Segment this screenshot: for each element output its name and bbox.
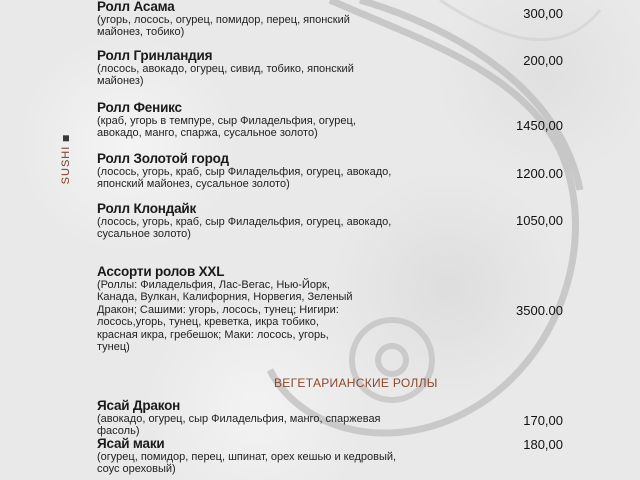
menu-item [97,266,357,354]
item-name: Ясай Дракон [97,398,181,413]
menu-item [97,153,397,191]
menu-item [97,50,397,88]
item-price: 1050,00 [516,213,563,228]
item-price: 170,00 [523,413,563,428]
item-price: 1450,00 [516,118,563,133]
item-price: 180,00 [523,437,563,452]
item-description: (угорь, лосось, огурец, помидор, перец, японский майонез, тобико) [97,13,350,38]
item-price: 3500.00 [516,303,563,318]
section-title-vegetarian: ВЕГЕТАРИАНСКИЕ РОЛЛЫ [274,376,438,390]
item-description: (авокадо, огурец, сыр Филадельфия, манго, спаржевая фасоль) [97,412,381,437]
item-description: (лосось, угорь, краб, сыр Филадельфия, огурец, авокадо, сусальное золото) [97,215,392,240]
item-price: 300,00 [523,6,563,21]
section-side-label [60,136,72,185]
item-description: (огурец, помидор, перец, шпинат, орех кешью и кедровый, соус ореховый) [97,450,397,475]
item-name: Ролл Золотой город [97,151,229,166]
item-name: Ассорти ролов XXL [97,264,225,279]
item-price: 1200.00 [516,166,563,181]
menu-item [97,438,397,476]
item-price: 200,00 [523,53,563,68]
item-name: Ясай маки [97,436,165,451]
item-description: (Роллы: Филадельфия, Лас-Вегас, Нью-Йорк, Канада, Вулкан, Калифорния, Норвегия, Зеленый Дракон; Сашими: угорь, лосось, тунец; Нигири: лосось,угорь, тунец, креветка, икра тобико, красная икра, гребешок; Маки: лосось, угорь, тунец) [97,278,353,353]
menu-item [97,102,397,140]
menu-item [97,1,397,39]
item-description: (лосось, авокадо, огурец, сивид, тобико, японский майонез) [97,62,354,87]
item-description: (краб, угорь в темпуре, сыр Филадельфия, огурец, авокадо, манго, спаржа, сусальное золото) [97,114,356,139]
square-bullet-icon [63,136,69,142]
item-name: Ролл Клондайк [97,201,197,216]
side-label-text: SUSHI [60,145,72,185]
item-name: Ролл Асама [97,0,175,14]
menu-item [97,203,397,241]
item-description: (лосось, угорь, краб, сыр Филадельфия, огурец, авокадо, японский майонез, сусальное золото) [97,165,392,190]
menu-item [97,400,397,438]
item-name: Ролл Гринландия [97,48,213,63]
item-name: Ролл Феникс [97,100,182,115]
